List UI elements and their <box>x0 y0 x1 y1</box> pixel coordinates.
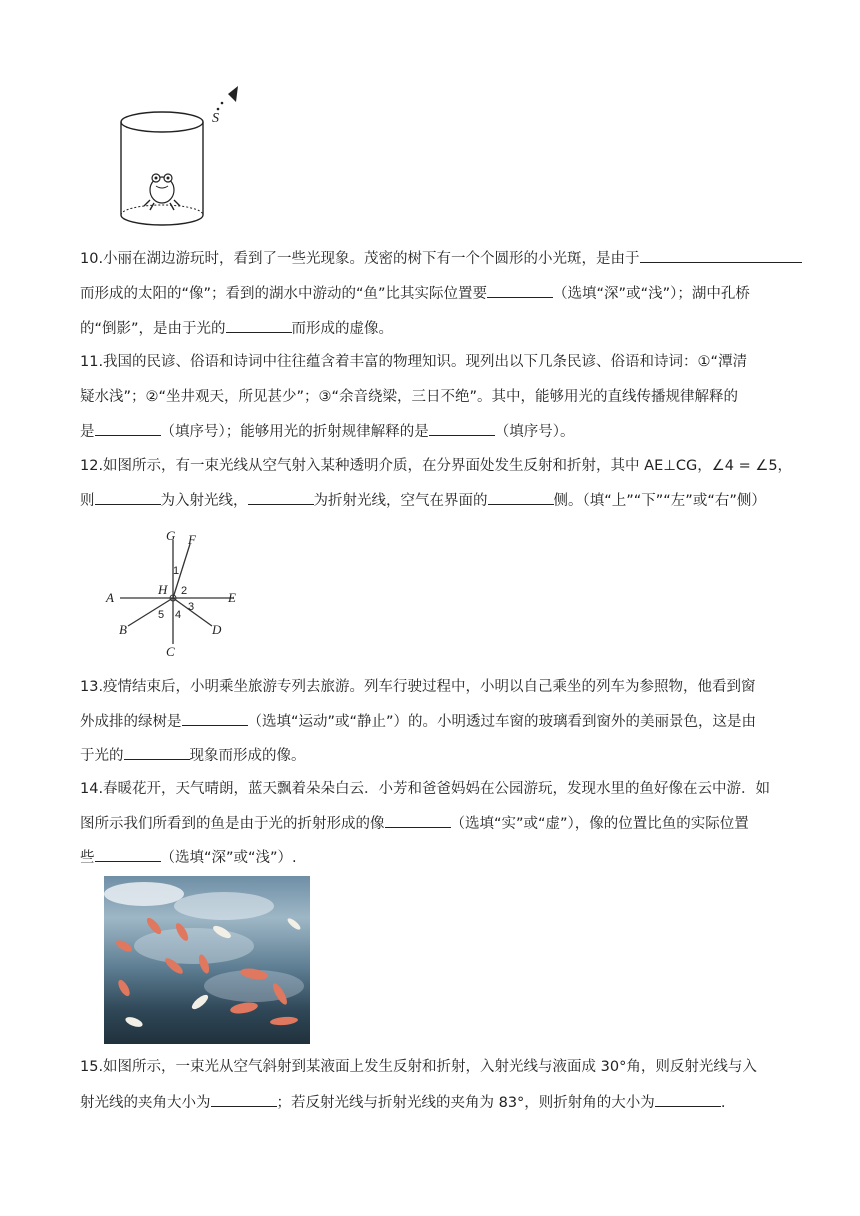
q13-line3: 于光的 现象而形成的像。 <box>80 745 306 766</box>
q13-line2: 外成排的绿树是 （选填“运动”或“静止”）的。小明透过车窗的玻璃看到窗外的美丽景色，这是由 <box>80 711 756 732</box>
label-e: E <box>228 590 236 605</box>
q11-line1: 11.我国的民谚、俗语和诗词中往往蕴含着丰富的物理知识。现列出以下几条民谚、俗语和诗词：①“潭清 <box>80 354 748 370</box>
q13-line1: 13.疫情结束后，小明乘坐旅游专列去旅游。列车行驶过程中，小明以自己乘坐的列车为参照物，他看到窗 <box>80 679 756 695</box>
q14-blank2[interactable] <box>95 847 161 862</box>
q15-line1: 15.如图所示，一束光从空气斜射到某液面上发生反射和折射，入射光线与液面成 30°角，则反射光线与入 <box>80 1059 757 1075</box>
eye-icon <box>217 86 238 110</box>
cylinder-frog-figure <box>100 82 250 230</box>
q12-blank1[interactable] <box>95 490 161 505</box>
koi-pond-photo <box>104 876 310 1044</box>
label-s: S <box>212 111 219 126</box>
angle-1: 1 <box>173 565 180 577</box>
angle-3: 3 <box>188 601 195 613</box>
q12-blank2[interactable] <box>248 490 314 505</box>
angle-4: 4 <box>175 609 182 621</box>
label-d: D <box>212 622 222 637</box>
q13-blank2[interactable] <box>124 745 190 760</box>
angle-5: 5 <box>158 609 165 621</box>
q14-blank1[interactable] <box>385 813 451 828</box>
frog-icon <box>144 174 180 210</box>
q14-line1: 14.春暖花开，天气晴朗，蓝天飘着朵朵白云．小芳和爸爸妈妈在公园游玩，发现水里的鱼好像在云中游．如 <box>80 781 771 797</box>
angle-2: 2 <box>181 585 188 597</box>
q14-line3: 些 （选填“深”或“浅”）. <box>80 847 297 868</box>
q12-line2: 则 为入射光线， 为折射光线，空气在界面的 侧。（填“上”“下”“左”或“右”侧） <box>80 490 766 511</box>
q11-line2: 疑水浅”；②“坐井观天，所见甚少”；③“余音绕梁，三日不绝”。其中，能够用光的直线传播规律解释的 <box>80 389 739 405</box>
q15-blank2[interactable] <box>655 1092 721 1107</box>
label-a: A <box>106 590 114 605</box>
q10-blank2[interactable] <box>487 283 553 298</box>
q11-blank2[interactable] <box>429 421 495 436</box>
q11-blank1[interactable] <box>95 421 161 436</box>
label-h: H <box>158 582 168 597</box>
q10-line2: 而形成的太阳的“像”；看到的湖水中游动的“鱼”比其实际位置要 （选填“深”或“浅”）；湖中孔桥 <box>80 283 750 304</box>
q15-line2: 射光线的夹角大小为 ；若反射光线与折射光线的夹角为 83°，则折射角的大小为 . <box>80 1092 725 1113</box>
q11-line3: 是 （填序号）；能够用光的折射规律解释的是 （填序号）。 <box>80 421 575 442</box>
label-c: C <box>166 644 175 658</box>
q10-line3: 的“倒影”，是由于光的 而形成的虚像。 <box>80 318 393 339</box>
q10-blank3[interactable] <box>226 318 292 333</box>
q14-line2: 图所示我们所看到的鱼是由于光的折射形成的像 （选填“实”或“虚”），像的位置比鱼的实际位置 <box>80 813 749 834</box>
label-b: B <box>119 622 127 637</box>
label-f: F <box>188 532 196 547</box>
koi-fish-illustration <box>104 876 310 1044</box>
ray-diagram <box>100 526 250 658</box>
q12-blank3[interactable] <box>488 490 554 505</box>
q10-line1: 10.小丽在湖边游玩时，看到了一些光现象。茂密的树下有一个个圆形的小光斑，是由于 <box>80 248 802 269</box>
q15-blank1[interactable] <box>211 1092 277 1107</box>
q13-blank1[interactable] <box>182 711 248 726</box>
label-g: G <box>166 528 176 543</box>
q12-line1: 12.如图所示，有一束光线从空气射入某种透明介质，在分界面处发生反射和折射，其中 AE⊥CG，∠4 = ∠5， <box>80 458 793 474</box>
q10-blank1[interactable] <box>640 248 802 263</box>
